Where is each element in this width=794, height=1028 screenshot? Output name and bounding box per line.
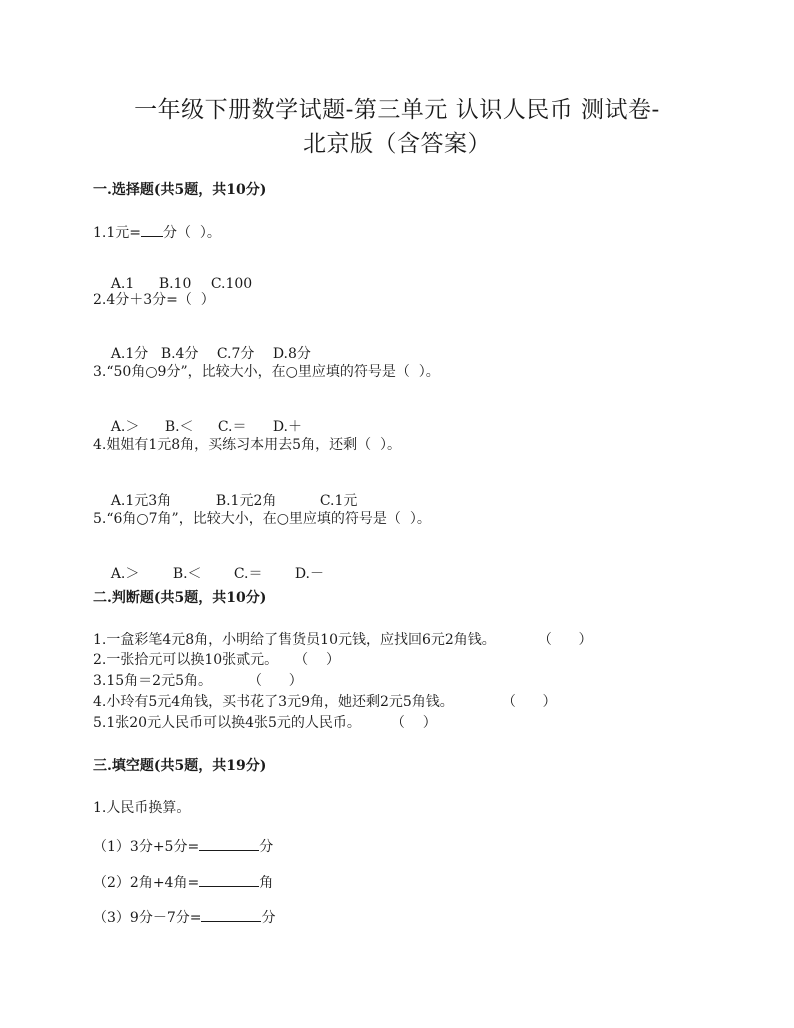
option-b: B.＜	[172, 566, 202, 582]
judge-text: 3.15角＝2元5角。	[93, 673, 212, 689]
fill-item-prefix: （2）2角+4角=	[93, 875, 200, 891]
judge-item-1	[93, 631, 593, 649]
fill-item-3	[93, 907, 275, 927]
judge-text: 5.1张20元人民币可以换4张5元的人民币。	[93, 715, 361, 731]
page-title-line1: 一年级下册数学试题-第三单元 认识人民币 测试卷-	[134, 97, 660, 123]
option-b: B.4分	[160, 346, 199, 362]
fill-item-unit: 分	[261, 910, 276, 926]
option-b: B.＜	[164, 419, 194, 435]
answer-blank	[201, 907, 261, 922]
question-1-suffix: 分（ ）。	[163, 225, 221, 241]
fill-item-1	[93, 836, 273, 856]
fill-item-2	[93, 872, 273, 892]
option-b: B.10	[158, 276, 192, 292]
option-a: A.1	[110, 276, 135, 292]
option-d: D.＋	[272, 419, 302, 435]
answer-bracket: （ ）	[501, 694, 557, 710]
option-c: C.7分	[216, 346, 255, 362]
answer-blank	[199, 872, 259, 887]
answer-bracket: （ ）	[294, 652, 340, 668]
judge-text: 1.一盒彩笔4元8角，小明给了售货员10元钱，应找回6元2角钱。	[93, 632, 496, 648]
question-3: 3.“50角○9分”，比较大小，在○里应填的符号是（ ）。	[93, 364, 440, 380]
option-d: D.－	[294, 566, 324, 582]
option-c: C.＝	[217, 419, 247, 435]
judge-text: 4.小玲有5元4角钱，买书花了3元9角，她还剩2元5角钱。	[93, 694, 454, 710]
fill-item-unit: 角	[259, 875, 274, 891]
question-1	[93, 222, 221, 242]
answer-bracket: （ ）	[390, 715, 437, 731]
section-heading-choice: 一.选择题(共5题，共10分)	[93, 182, 267, 198]
answer-bracket: （ ）	[537, 632, 593, 648]
question-2: 2.4分＋3分=（ ）	[93, 292, 215, 308]
answer-bracket: （ ）	[248, 673, 303, 689]
judge-item-4	[93, 693, 557, 711]
judge-item-5	[93, 714, 437, 732]
option-a: A.＞	[110, 566, 140, 582]
judge-text: 2.一张拾元可以换10张贰元。	[93, 652, 279, 668]
question-4: 4.姐姐有1元8角，买练习本用去5角，还剩（ ）。	[93, 437, 401, 453]
section-heading-fill: 三.填空题(共5题，共19分)	[93, 758, 267, 774]
option-b: B.1元2角	[215, 493, 277, 509]
option-c: C.100	[210, 276, 253, 292]
option-a: A.＞	[110, 419, 140, 435]
option-c: C.1元	[319, 493, 358, 509]
option-c: C.＝	[233, 566, 263, 582]
section-heading-judge: 二.判断题(共5题，共10分)	[93, 590, 267, 606]
option-a: A.1元3角	[110, 493, 172, 509]
question-5: 5.“6角○7角”，比较大小，在○里应填的符号是（ ）。	[93, 511, 431, 527]
fill-question-1: 1.人民币换算。	[93, 800, 191, 816]
fill-item-prefix: （1）3分+5分=	[93, 839, 200, 855]
answer-blank	[199, 836, 259, 851]
question-1-prefix: 1.1元=	[93, 225, 141, 241]
fill-item-unit: 分	[259, 839, 274, 855]
option-a: A.1分	[110, 346, 149, 362]
fill-item-prefix: （3）9分－7分=	[93, 910, 202, 926]
judge-item-2	[93, 651, 340, 669]
option-d: D.8分	[272, 346, 311, 362]
judge-item-3	[93, 672, 303, 690]
answer-blank	[141, 222, 163, 237]
page-title-line2: 北京版（含答案）	[303, 131, 491, 157]
